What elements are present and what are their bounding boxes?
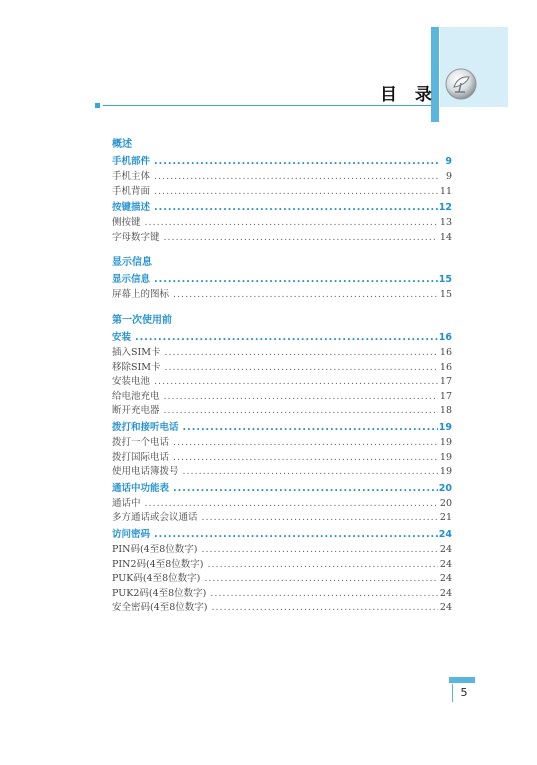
- dot-leader: [141, 497, 438, 512]
- toc-subsection-entry[interactable]: [112, 271, 452, 288]
- toc-entry-page: 16: [438, 331, 452, 343]
- toc-entry-label: PUK码(4至8位数字): [112, 573, 201, 585]
- toc-entry[interactable]: [112, 288, 452, 303]
- dot-leader: [208, 601, 438, 616]
- dot-leader: [150, 375, 438, 390]
- toc-entry-label: 安全密码(4至8位数字): [112, 602, 208, 614]
- dot-leader: [161, 346, 439, 361]
- toc-entry-label: 屏幕上的图标: [112, 289, 170, 301]
- toc-entry[interactable]: [112, 587, 452, 602]
- toc-entry[interactable]: [112, 436, 452, 451]
- toc-entry-page: 19: [439, 466, 452, 478]
- toc-entry-label: 手机部件: [112, 156, 151, 167]
- toc-entry-label: PUK2码(4至8位数字): [112, 587, 207, 599]
- toc-entry-page: 19: [438, 421, 452, 433]
- toc-entry-page: 12: [438, 202, 452, 214]
- dot-leader: [169, 436, 438, 451]
- dot-leader: [141, 216, 438, 231]
- toc-entry-label: PIN码(4至8位数字): [112, 543, 198, 555]
- toc-entry-page: 9: [445, 156, 452, 167]
- toc-entry-label: 手机主体: [112, 171, 151, 182]
- toc-entry-page: 24: [438, 528, 452, 540]
- toc-entry[interactable]: [112, 558, 452, 573]
- toc-entry-page: 19: [439, 451, 452, 463]
- toc-entry-label: 断开充电器: [112, 405, 160, 417]
- dot-leader: [150, 526, 438, 543]
- toc-entry-page: 13: [439, 217, 452, 229]
- toc-entry[interactable]: [112, 346, 452, 361]
- toc-entry-label: 访问密码: [112, 528, 151, 540]
- toc-entry-page: 17: [439, 390, 452, 402]
- toc-entry-page: 15: [439, 289, 452, 301]
- toc-entry[interactable]: [112, 390, 452, 405]
- dot-leader: [204, 558, 438, 573]
- toc-entry-label: 多方通话或会议通话: [112, 512, 198, 524]
- toc-entry-label: 拨打国际电话: [112, 451, 170, 463]
- dot-leader: [198, 511, 438, 526]
- dot-leader: [206, 587, 438, 602]
- satellite-dish-icon: [444, 67, 478, 101]
- toc-entry-page: 17: [439, 376, 452, 388]
- toc-entry-page: 18: [439, 405, 452, 417]
- toc-entry[interactable]: [112, 451, 452, 466]
- page-number: 5: [452, 684, 475, 702]
- toc-entry-page: 14: [439, 231, 452, 243]
- toc-entry-label: 使用电话簿拨号: [112, 466, 179, 478]
- toc-entry-label: PIN2码(4至8位数字): [112, 558, 204, 570]
- toc-entry-page: 15: [438, 274, 452, 286]
- toc-entry[interactable]: [112, 497, 452, 512]
- toc-subsection-entry[interactable]: [112, 329, 452, 346]
- toc-entry-page: 16: [439, 346, 452, 358]
- toc-subsection-entry[interactable]: [112, 419, 452, 436]
- toc-entry-label: 插入SIM卡: [112, 346, 161, 358]
- toc-entry-page: 11: [439, 185, 452, 197]
- toc-section-title: 显示信息: [112, 257, 152, 269]
- toc-entry[interactable]: [112, 465, 452, 480]
- toc-entry-page: 19: [439, 436, 452, 448]
- toc-section-title: 概述: [112, 139, 132, 150]
- toc-entry-label: 通话中: [112, 497, 141, 509]
- dot-leader: [150, 153, 438, 170]
- toc-entry[interactable]: [112, 572, 452, 587]
- toc-entry-label: 安装电池: [112, 376, 151, 388]
- toc-entry-label: 拨打一个电话: [112, 436, 170, 448]
- toc-entry-page: 24: [439, 587, 452, 599]
- header-accent-bar: [431, 27, 439, 122]
- page-number-bar: [449, 677, 475, 683]
- dot-leader: [179, 419, 438, 436]
- toc-entry-label: 按键描述: [112, 202, 151, 214]
- toc-subsection-entry[interactable]: [112, 526, 452, 543]
- toc-entry-page: 20: [439, 497, 452, 509]
- toc-section: [112, 254, 452, 303]
- toc-entry-label: 侧按键: [112, 217, 141, 229]
- dot-leader: [169, 451, 438, 466]
- toc-entry-label: 给电池充电: [112, 390, 160, 402]
- dot-leader: [179, 465, 438, 480]
- toc-entry-page: 16: [439, 361, 452, 373]
- toc-subsection-entry[interactable]: [112, 153, 452, 170]
- toc-section-title: 第一次使用前: [112, 314, 172, 326]
- toc-entry[interactable]: [112, 404, 452, 419]
- dot-leader: [150, 185, 438, 200]
- toc-entry[interactable]: [112, 231, 452, 246]
- dot-leader: [131, 329, 438, 346]
- toc-entry-label: 显示信息: [112, 274, 151, 286]
- dot-leader: [161, 361, 439, 376]
- toc-entry-page: 24: [439, 558, 452, 570]
- page-title: 目 录: [380, 85, 438, 105]
- dot-leader: [160, 404, 438, 419]
- toc-entry-page: 9: [445, 171, 452, 182]
- toc-entry-label: 手机背面: [112, 185, 151, 197]
- toc-subsection-entry[interactable]: [112, 480, 452, 497]
- toc-entry[interactable]: [112, 543, 452, 558]
- toc-entry[interactable]: [112, 511, 452, 526]
- toc-entry[interactable]: [112, 361, 452, 376]
- dot-leader: [160, 231, 438, 246]
- header-rule: [103, 105, 431, 106]
- dot-leader: [169, 480, 438, 497]
- toc-section: [112, 136, 452, 245]
- rule-marker: [95, 103, 100, 108]
- toc-entry[interactable]: [112, 601, 452, 616]
- toc-subsection-entry[interactable]: [112, 199, 452, 216]
- dot-leader: [169, 288, 438, 303]
- toc-entry-label: 移除SIM卡: [112, 361, 161, 373]
- toc-entry[interactable]: [112, 375, 452, 390]
- toc-section: [112, 312, 452, 616]
- toc-entry[interactable]: [112, 216, 452, 231]
- dot-leader: [150, 271, 438, 288]
- dot-leader: [150, 170, 438, 185]
- toc-entry-page: 24: [439, 543, 452, 555]
- toc-entry-page: 24: [439, 602, 452, 614]
- toc-entry[interactable]: [112, 185, 452, 200]
- dot-leader: [160, 390, 438, 405]
- toc-entry-label: 字母数字键: [112, 231, 160, 243]
- toc-entry-page: 20: [438, 482, 452, 494]
- toc-entry-page: 24: [439, 573, 452, 585]
- toc-entry-page: 21: [439, 512, 452, 524]
- toc-entry-label: 通话中功能表: [112, 482, 170, 494]
- dot-leader: [200, 572, 438, 587]
- toc-entry-label: 拨打和接听电话: [112, 421, 179, 433]
- toc-entry-label: 安装: [112, 331, 132, 343]
- toc-entry[interactable]: [112, 170, 452, 185]
- dot-leader: [197, 543, 438, 558]
- dot-leader: [150, 199, 438, 216]
- table-of-contents: [112, 136, 452, 625]
